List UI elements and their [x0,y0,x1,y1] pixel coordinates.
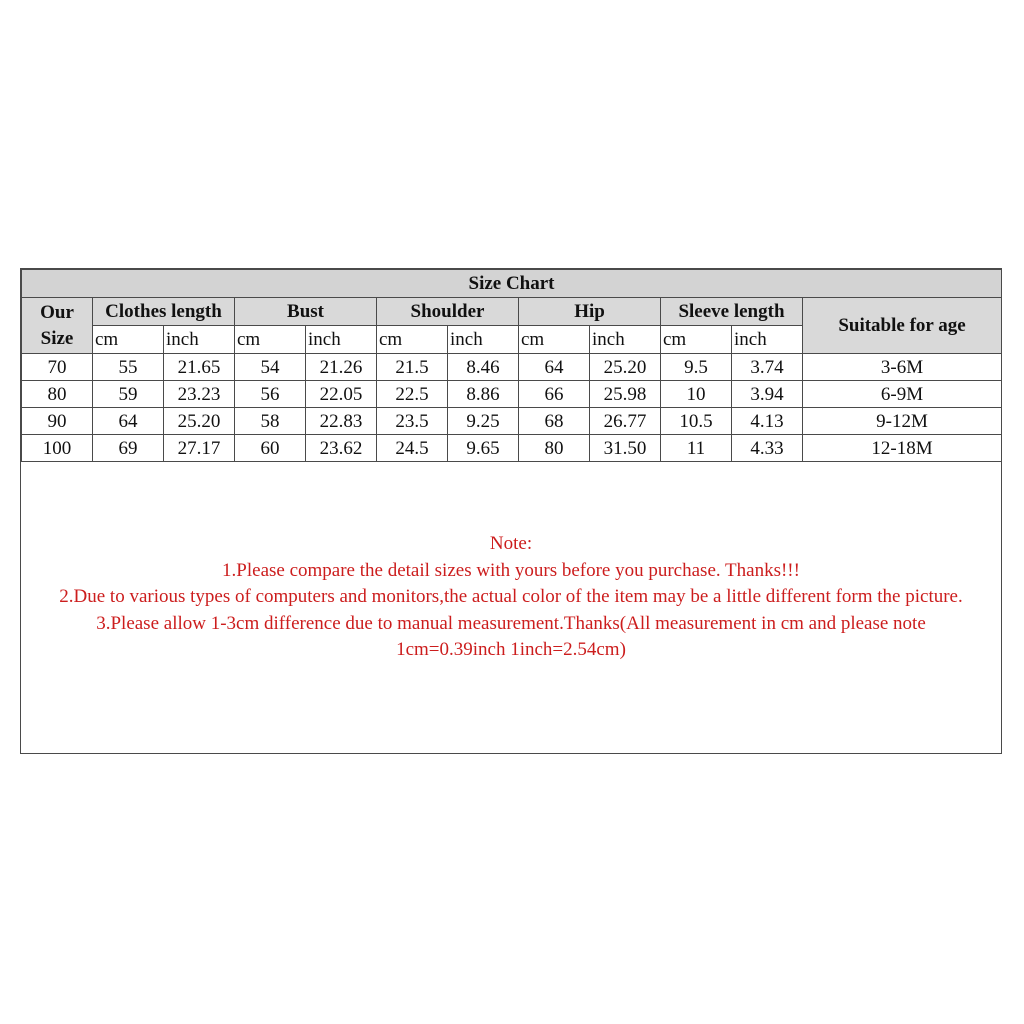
cell-shoulder-cm: 23.5 [377,408,448,435]
unit-bust-cm: cm [235,326,306,354]
table-row [22,381,1002,408]
cell-bust-cm: 56 [235,381,306,408]
cell-clothes-inch: 25.20 [164,408,235,435]
size-chart-table [21,269,1002,462]
unit-sleeve-inch: inch [732,326,803,354]
cell-bust-inch: 22.05 [306,381,377,408]
cell-age: 9-12M [803,408,1002,435]
cell-hip-cm: 68 [519,408,590,435]
cell-clothes-inch: 27.17 [164,435,235,462]
cell-shoulder-inch: 8.46 [448,354,519,381]
cell-size: 80 [22,381,93,408]
cell-clothes-cm: 55 [93,354,164,381]
notes-heading: Note: [489,533,533,554]
cell-sleeve-inch: 4.13 [732,408,803,435]
cell-clothes-inch: 23.23 [164,381,235,408]
cell-sleeve-inch: 4.33 [732,435,803,462]
unit-sleeve-cm: cm [661,326,732,354]
header-suitable-for-age: Suitable for age [803,298,1002,354]
notes-section [21,531,1001,664]
unit-hip-cm: cm [519,326,590,354]
note-line-3: 3.Please allow 1-3cm difference due to manual measurement.Thanks(All measurement in cm and please note 1cm=0.39inch 1inch=2.54cm) [96,612,926,660]
unit-hip-inch: inch [590,326,661,354]
unit-shoulder-cm: cm [377,326,448,354]
table-row [22,408,1002,435]
table-row [22,354,1002,381]
cell-hip-cm: 80 [519,435,590,462]
cell-bust-inch: 23.62 [306,435,377,462]
size-chart-panel [20,268,1002,754]
cell-clothes-cm: 59 [93,381,164,408]
cell-sleeve-cm: 10 [661,381,732,408]
cell-clothes-cm: 64 [93,408,164,435]
cell-hip-inch: 25.20 [590,354,661,381]
cell-sleeve-inch: 3.94 [732,381,803,408]
cell-hip-inch: 31.50 [590,435,661,462]
cell-age: 3-6M [803,354,1002,381]
cell-shoulder-cm: 21.5 [377,354,448,381]
cell-size: 90 [22,408,93,435]
table-row [22,435,1002,462]
cell-age: 12-18M [803,435,1002,462]
header-clothes-length: Clothes length [93,298,235,326]
header-our-size-label: Our Size [40,301,74,349]
cell-shoulder-cm: 24.5 [377,435,448,462]
cell-bust-inch: 22.83 [306,408,377,435]
header-shoulder: Shoulder [377,298,519,326]
cell-size: 100 [22,435,93,462]
cell-sleeve-cm: 10.5 [661,408,732,435]
note-line-1: 1.Please compare the detail sizes with yours before you purchase. Thanks!!! [222,559,800,581]
cell-bust-cm: 60 [235,435,306,462]
header-our-size [22,298,93,354]
cell-bust-cm: 58 [235,408,306,435]
cell-hip-inch: 25.98 [590,381,661,408]
cell-age: 6-9M [803,381,1002,408]
unit-clothes-inch: inch [164,326,235,354]
cell-shoulder-inch: 9.65 [448,435,519,462]
cell-hip-inch: 26.77 [590,408,661,435]
cell-sleeve-cm: 9.5 [661,354,732,381]
cell-size: 70 [22,354,93,381]
cell-clothes-cm: 69 [93,435,164,462]
unit-bust-inch: inch [306,326,377,354]
cell-sleeve-inch: 3.74 [732,354,803,381]
header-sleeve-length: Sleeve length [661,298,803,326]
cell-hip-cm: 66 [519,381,590,408]
header-hip: Hip [519,298,661,326]
cell-bust-inch: 21.26 [306,354,377,381]
cell-bust-cm: 54 [235,354,306,381]
unit-clothes-cm: cm [93,326,164,354]
cell-shoulder-inch: 8.86 [448,381,519,408]
cell-clothes-inch: 21.65 [164,354,235,381]
chart-title: Size Chart [22,270,1002,298]
cell-shoulder-inch: 9.25 [448,408,519,435]
note-line-2: 2.Due to various types of computers and monitors,the actual color of the item may be a little different form the picture. [59,586,963,607]
unit-shoulder-inch: inch [448,326,519,354]
header-bust: Bust [235,298,377,326]
cell-sleeve-cm: 11 [661,435,732,462]
cell-shoulder-cm: 22.5 [377,381,448,408]
cell-hip-cm: 64 [519,354,590,381]
